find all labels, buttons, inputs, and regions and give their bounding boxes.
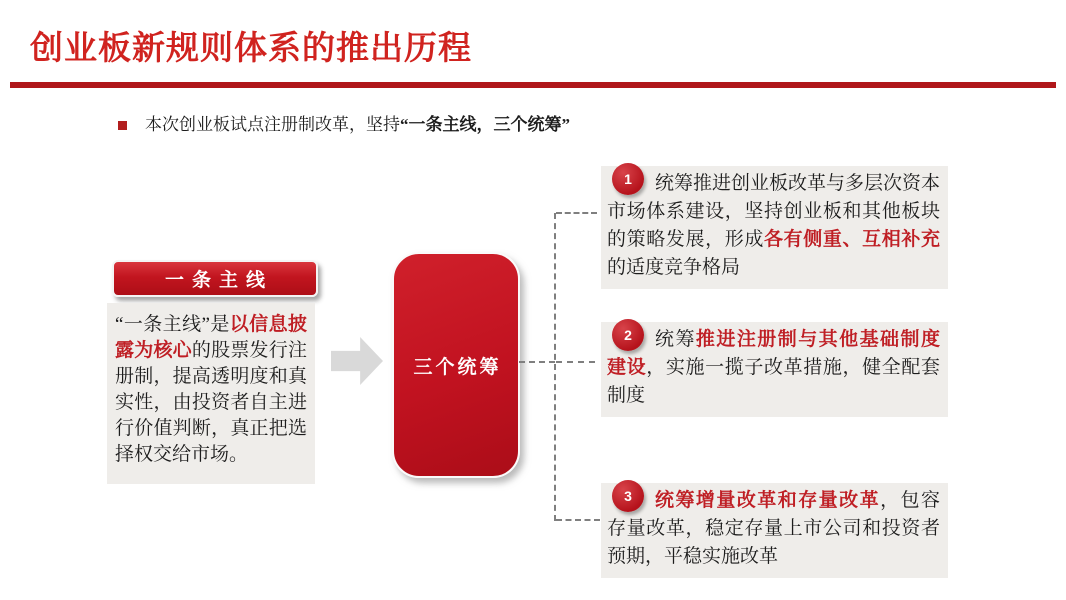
item-number-badge: 1 bbox=[612, 163, 644, 195]
connector-item-2 bbox=[556, 361, 595, 363]
three-coordinations-box: 三个统筹 bbox=[392, 252, 520, 478]
bullet-square-icon bbox=[118, 121, 127, 130]
title-divider bbox=[10, 82, 1056, 88]
page-title: 创业板新规则体系的推出历程 bbox=[30, 29, 472, 66]
list-item bbox=[601, 322, 948, 417]
main-line-header: 一条主线 bbox=[112, 260, 318, 297]
connector-item-3 bbox=[556, 519, 600, 521]
arrow-right-icon bbox=[331, 337, 383, 385]
item-number-badge: 2 bbox=[612, 319, 644, 351]
item-text: 统筹推进注册制与其他基础制度建设，实施一揽子改革措施，健全配套制度 bbox=[607, 329, 940, 406]
connector-item-1 bbox=[556, 212, 597, 214]
list-item bbox=[601, 483, 948, 578]
item-text: 统筹增量改革和存量改革，包容存量改革，稳定存量上市公司和投资者预期，平稳实施改革 bbox=[607, 490, 940, 567]
main-line-body: “一条主线”是以信息披露为核心的股票发行注册制，提高透明度和真实性，由投资者自主进行价值判断，真正把选择权交给市场。 bbox=[107, 303, 315, 484]
connector-spine bbox=[554, 213, 556, 521]
intro-bullet bbox=[118, 112, 878, 138]
item-text: 统筹推进创业板改革与多层次资本市场体系建设，坚持创业板和其他板块的策略发展，形成各有侧重、互相补充的适度竞争格局 bbox=[607, 173, 941, 278]
connector-to-center-box bbox=[519, 361, 555, 363]
list-item bbox=[601, 166, 948, 289]
item-number-badge: 3 bbox=[612, 480, 644, 512]
intro-bullet-text: 本次创业板试点注册制改革，坚持“一条主线，三个统筹” bbox=[145, 115, 570, 134]
